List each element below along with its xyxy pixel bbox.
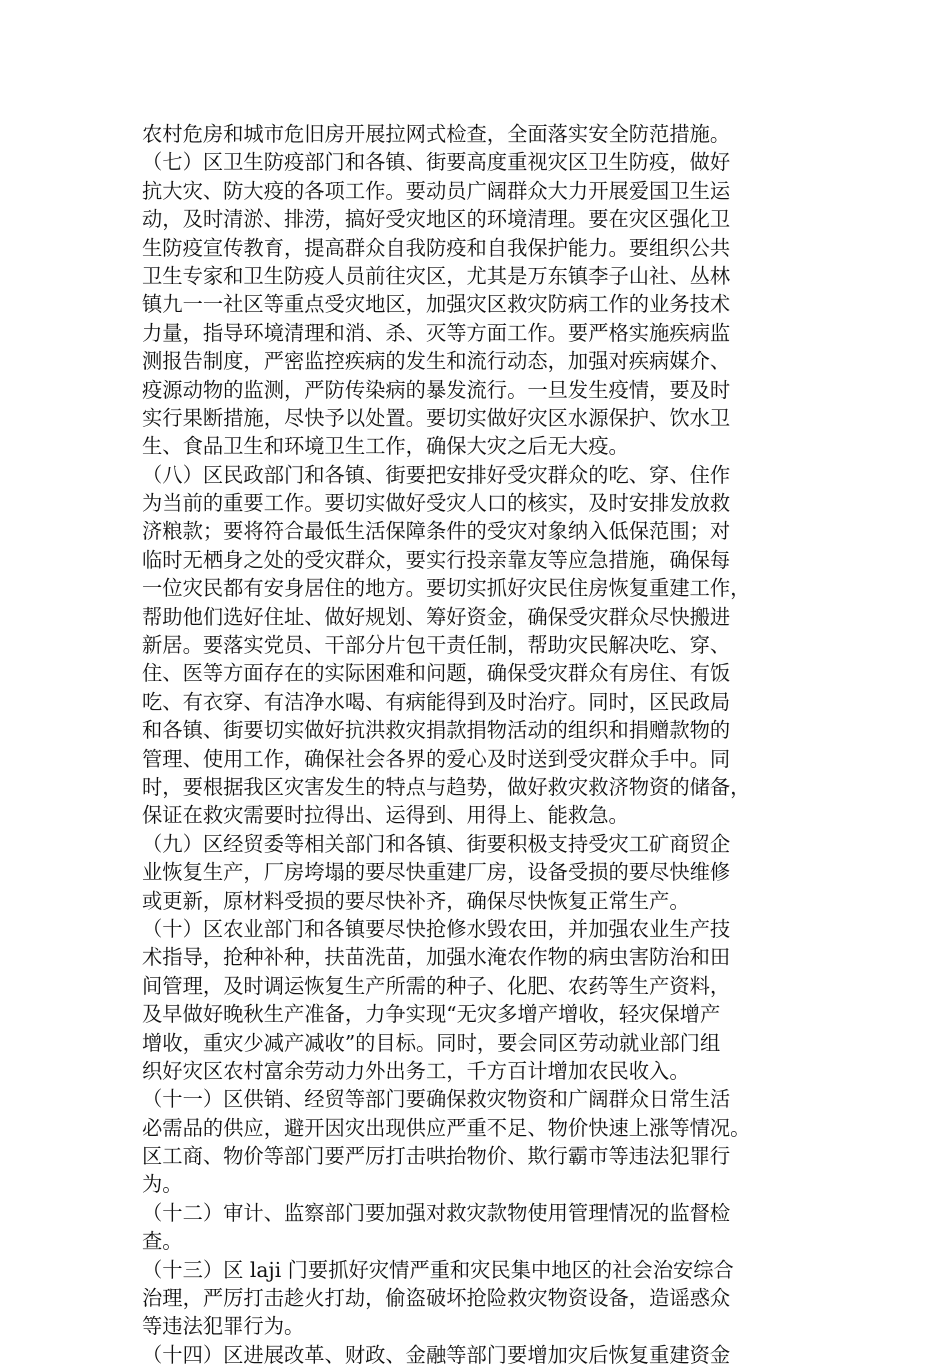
text-line: 新居。要落实党员、干部分片包干责任制，帮助灾民解决吃、穿、 [142,633,731,658]
text-line: 或更新，原材料受损的要尽快补齐，确保尽快恢复正常生产。 [142,888,690,913]
text-line: 卫生专家和卫生防疫人员前往灾区，尤其是万东镇李子山社、丛林 [142,263,731,288]
text-line: 实行果断措施，尽快予以处置。要切实做好灾区水源保护、饮水卫 [142,405,731,430]
text-line: 镇九一一社区等重点受灾地区，加强灾区救灾防病工作的业务技术 [142,292,731,317]
text-line: （十一）区供销、经贸等部门要确保救灾物资和广阔群众日常生活 [142,1087,731,1112]
text-line: 抗大灾、防大疫的各项工作。要动员广阔群众大力开展爱国卫生运 [142,178,731,203]
text-line: 织好灾区农村富余劳动力外出务工，千方百计增加农民收入。 [142,1058,690,1083]
text-line: 临时无栖身之处的受灾群众，要实行投亲靠友等应急措施，确保每 [142,547,731,572]
text-line: 吃、有衣穿、有洁净水喝、有病能得到及时治疗。同时，区民政局 [142,689,731,714]
text-line: 管理、使用工作，确保社会各界的爱心及时送到受灾群众手中。同 [142,746,731,771]
text-line: 农村危房和城市危旧房开展拉网式检查，全面落实安全防范措施。 [142,122,731,146]
text-line: 济粮款；要将符合最低生活保障条件的受灾对象纳入低保范围；对 [142,519,731,544]
text-line: 时，要根据我区灾害发生的特点与趋势，做好救灾救济物资的储备， [142,774,751,799]
text-line: 疫源动物的监测，严防传染病的暴发流行。一旦发生疫情，要及时 [142,377,731,402]
text-line: 和各镇、街要切实做好抗洪救灾捐款捐物活动的组织和捐赠款物的 [142,718,731,743]
text-line: 动，及时清淤、排涝，搞好受灾地区的环境清理。要在灾区强化卫 [142,207,731,232]
text-line: 生、食品卫生和环境卫生工作，确保大灾之后无大疫。 [142,434,629,459]
text-line: （十）区农业部门和各镇要尽快抢修水毁农田，并加强农业生产技 [142,916,731,941]
text-line: 为。 [142,1172,183,1197]
text-line: 测报告制度，严密监控疾病的发生和流行动态，加强对疾病媒介、 [142,349,731,374]
text-line: （十四）区进展改革、财政、金融等部门要增加灾后恢复重建资金 [142,1342,731,1367]
document-body [142,120,812,1369]
text-line: 业恢复生产，厂房垮塌的要尽快重建厂房，设备受损的要尽快维修 [142,860,731,885]
text-line: 及早做好晚秋生产准备，力争实现“无灾多增产增收，轻灾保增产 [142,1002,721,1027]
text-line: （十二）审计、监察部门要加强对救灾款物使用管理情况的监督检 [142,1200,731,1225]
text-line: 帮助他们选好住址、做好规划、筹好资金，确保受灾群众尽快搬进 [142,604,731,629]
text-line: （十三）区 laji 门要抓好灾情严重和灾民集中地区的社会治安综合 [142,1257,734,1282]
text-line: 一位灾民都有安身居住的地方。要切实抓好灾民住房恢复重建工作， [142,576,751,601]
text-line: （九）区经贸委等相关部门和各镇、街要积极支持受灾工矿商贸企 [142,831,731,856]
text-line: 增收，重灾少减产减收”的目标。同时，要会同区劳动就业部门组 [142,1030,721,1055]
text-line: 生防疫宣传教育，提高群众自我防疫和自我保护能力。要组织公共 [142,235,731,260]
text-line: 力量，指导环境清理和消、杀、灭等方面工作。要严格实施疾病监 [142,320,731,345]
text-line: 术指导，抢种补种，扶苗洗苗，加强水淹农作物的病虫害防治和田 [142,945,731,970]
text-line: 等违法犯罪行为。 [142,1314,305,1339]
text-line: 必需品的供应，避开因灾出现供应严重不足、物价快速上涨等情况。 [142,1115,751,1140]
text-line: （八）区民政部门和各镇、街要把安排好受灾群众的吃、穿、住作 [142,462,731,487]
text-line: 为当前的重要工作。要切实做好受灾人口的核实，及时安排发放救 [142,491,731,516]
text-line: 区工商、物价等部门要严厉打击哄抬物价、欺行霸市等违法犯罪行 [142,1144,731,1169]
text-line: 住、医等方面存在的实际困难和问题，确保受灾群众有房住、有饭 [142,661,731,686]
text-line: 治理，严厉打击趁火打劫，偷盗破坏抢险救灾物资设备，造谣惑众 [142,1286,731,1311]
text-line: 查。 [142,1229,183,1254]
text-line: 保证在救灾需要时拉得出、运得到、用得上、能救急。 [142,803,629,828]
text-line: 间管理，及时调运恢复生产所需的种子、化肥、农药等生产资料， [142,973,731,998]
text-line: （七）区卫生防疫部门和各镇、街要高度重视灾区卫生防疫，做好 [142,150,731,175]
